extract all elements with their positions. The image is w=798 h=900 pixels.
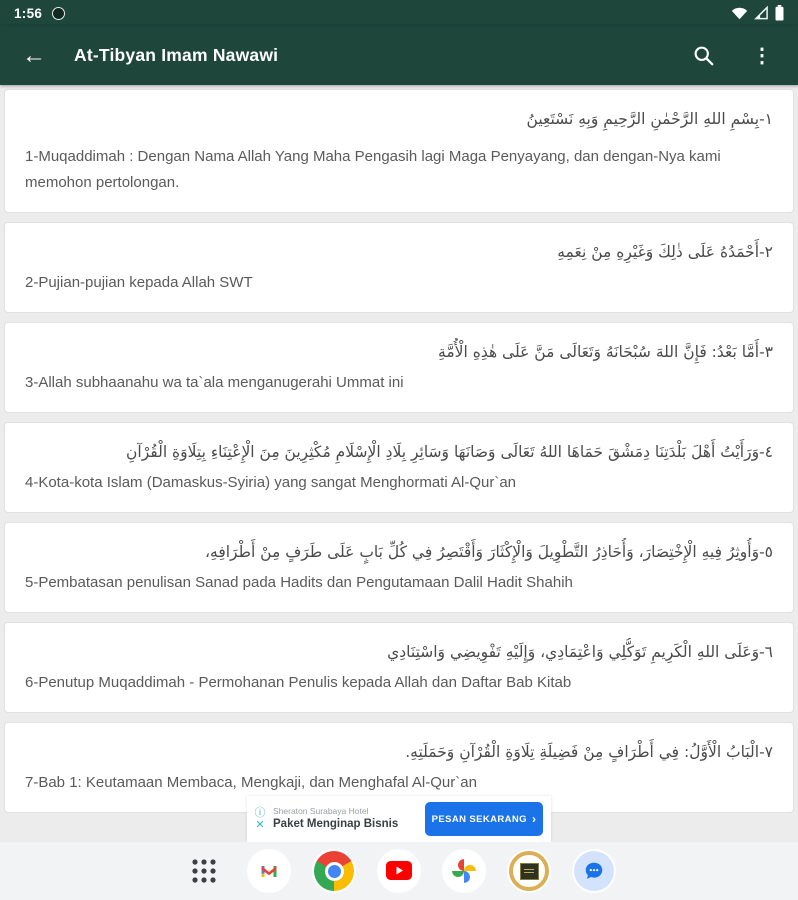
app-drawer-button[interactable]	[182, 849, 226, 893]
google-photos-app-icon[interactable]	[442, 849, 486, 893]
chat-bubble-icon	[574, 851, 614, 891]
chapter-translation-text: 7-Bab 1: Keutamaan Membaca, Mengkaji, dan Menghafal Al-Qur`an	[25, 774, 477, 792]
chapter-translation-text: 2-Pujian-pujian kepada Allah SWT	[25, 274, 253, 292]
chapter-card[interactable]	[4, 622, 794, 713]
back-button[interactable]: ←	[22, 41, 46, 69]
chapter-list	[0, 85, 798, 900]
chapter-translation-text: 3-Allah subhaanahu wa ta`ala menganugerahi Ummat ini	[25, 374, 404, 392]
battery-icon	[775, 5, 784, 21]
chrome-app-icon[interactable]	[312, 849, 356, 893]
quran-app-icon[interactable]	[507, 849, 551, 893]
chevron-right-icon: ›	[531, 812, 537, 826]
chapter-card[interactable]	[4, 322, 794, 413]
chapter-arabic-text: ١-بِسْمِ اللهِ الرَّحْمٰنِ الرَّحِيمِ وَبِهِ نَسْتَعِينُ	[526, 110, 773, 128]
chapter-card[interactable]	[4, 89, 794, 213]
page-title: At-Tibyan Imam Nawawi	[74, 45, 279, 65]
chapter-card[interactable]	[4, 222, 794, 313]
clock-time: 1:56	[14, 5, 43, 21]
status-bar	[0, 0, 798, 26]
wifi-icon	[731, 6, 748, 20]
ad-advertiser: Sheraton Surabaya Hotel	[273, 805, 369, 816]
chapter-translation-text: 1-Muqaddimah : Dengan Nama Allah Yang Maha Pengasih lagi Maga Penyayang, dan dengan-Nya kami memohon pertolongan.	[25, 148, 721, 192]
ad-cta-button[interactable]	[425, 802, 543, 836]
ad-banner[interactable]	[247, 796, 551, 842]
chapter-arabic-text: ٥-وَأُوثِرُ فِيهِ الْإِخْتِصَارَ، وَأُحَاذِرُ التَّطْوِيلَ وَالْإِكْثَارَ وَأَقْتَصِرُ فِي كُلِّ بَابٍ عَلَى طَرَفٍ مِنْ أَطْرَافِهِ،	[205, 543, 773, 561]
chapter-arabic-text: ٧-الْبَابُ الْأَوَّلُ: فِي أَطْرَافٍ مِنْ فَضِيلَةِ تِلَاوَةِ الْقُرْآنِ وَحَمَلَتِهِ.	[405, 743, 773, 761]
notification-icon	[52, 7, 65, 20]
chapter-card[interactable]	[4, 522, 794, 613]
ad-headline: Paket Menginap Bisnis	[273, 818, 399, 831]
chapter-arabic-text: ٣-أَمَّا بَعْدُ: فَإِنَّ اللهَ سُبْحَانَهُ وَتَعَالَى مَنَّ عَلَى هٰذِهِ الْأُمَّةِ	[438, 343, 773, 361]
gmail-app-icon[interactable]	[247, 849, 291, 893]
ad-close-icon[interactable]: ✕	[255, 818, 265, 831]
youtube-play-icon	[386, 861, 412, 881]
overflow-menu-icon[interactable]: ⋮	[752, 44, 772, 67]
chrome-logo-icon	[314, 851, 354, 891]
chapter-translation-text: 5-Pembatasan penulisan Sanad pada Hadits dan Pengutamaan Dalil Hadit Shahih	[25, 574, 573, 592]
chapter-arabic-text: ٤-وَرَأَيْتُ أَهْلَ بَلْدَتِنَا دِمَشْقَ حَمَاهَا اللهُ تَعَالَى وَصَانَهَا وَسَائِرِ بِلَادِ الْإِسْلَامِ مُكْثِرِينَ مِنَ الْإِعْتِنَاءِ بِتِلَاوَةِ الْقُرْآنِ	[126, 443, 773, 461]
ad-cta-label: PESAN SEKARANG	[431, 813, 527, 825]
photos-pinwheel-icon	[451, 858, 477, 884]
search-icon[interactable]	[693, 45, 714, 66]
chapter-card[interactable]	[4, 422, 794, 513]
youtube-app-icon[interactable]	[377, 849, 421, 893]
chapter-arabic-text: ٢-أَحْمَدُهُ عَلَى ذٰلِكَ وَغَيْرِهِ مِنْ نِعَمِهِ	[557, 243, 773, 261]
ad-info-icon[interactable]: ⓘ	[254, 806, 266, 819]
chapter-arabic-text: ٦-وَعَلَى اللهِ الْكَرِيمِ تَوَكُّلِي وَاعْتِمَادِي، وَإِلَيْهِ تَفْوِيضِي وَاسْتِنَادِي	[387, 643, 773, 661]
app-bar	[0, 26, 798, 85]
app-drawer-grid-icon	[190, 857, 218, 885]
messages-app-icon[interactable]	[572, 849, 616, 893]
dock	[0, 842, 798, 900]
chapter-translation-text: 6-Penutup Muqaddimah - Permohanan Penulis kepada Allah dan Daftar Bab Kitab	[25, 674, 572, 692]
chapter-translation-text: 4-Kota-kota Islam (Damaskus-Syiria) yang sangat Menghormati Al-Qur`an	[25, 474, 517, 492]
gmail-m-icon	[257, 859, 281, 883]
cellular-signal-icon	[754, 6, 769, 20]
quran-book-icon	[509, 851, 549, 891]
